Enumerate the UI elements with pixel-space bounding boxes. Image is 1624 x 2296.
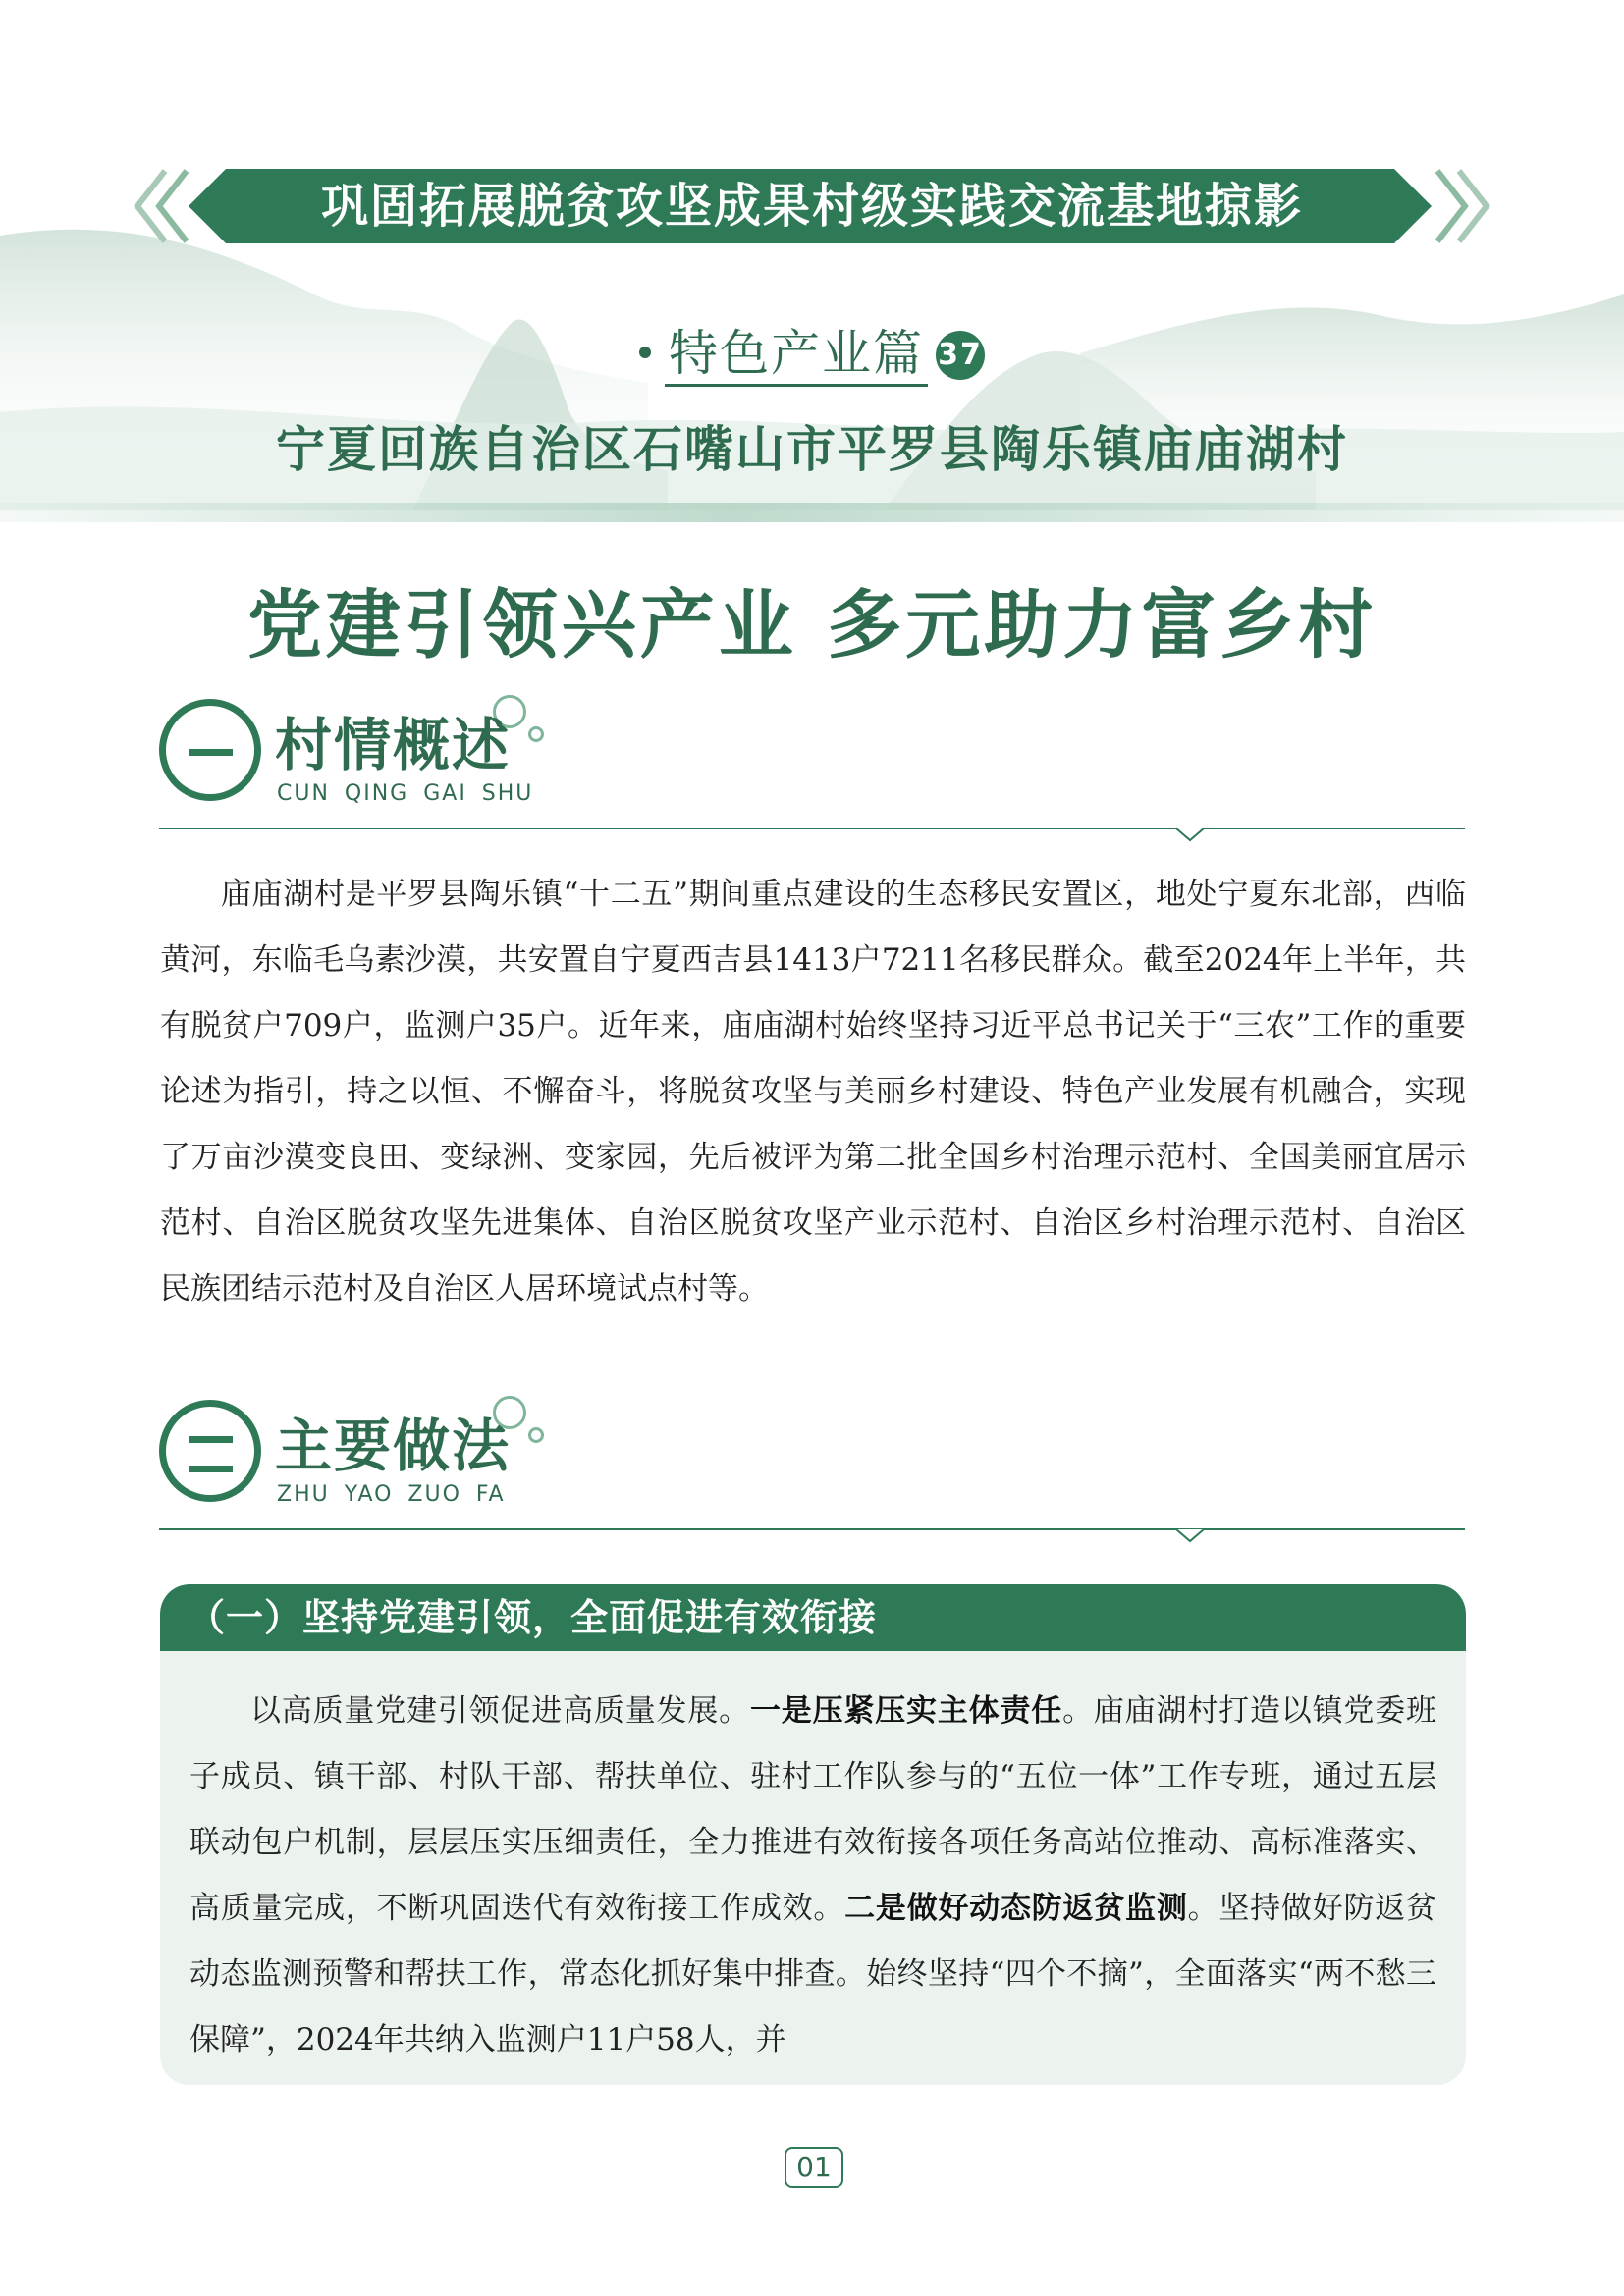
bold-point-1: 一是压紧压实主体责任 — [749, 1693, 1063, 1729]
series-name: 特色产业篇 — [665, 325, 928, 387]
section-pinyin: CUN QING GAI SHU — [277, 781, 534, 806]
section-title: 村情概述 — [275, 712, 512, 778]
subsection-heading: （一）坚持党建引领，全面促进有效衔接 — [188, 1596, 878, 1639]
text-run: 以高质量党建引领促进高质量发展。 — [250, 1693, 750, 1729]
text-run: 。庙庙湖村打造以镇党委班子成员、镇干部、村队干部、帮扶单位、驻村工作队参与的“五位一体”工作专班，通过五层联动包户机制，层层压实压细责任，全力推进有效衔接各项任务高站位推动、高标准落实、高质量完成，不断巩固迭代有效衔接工作成效。 — [189, 1693, 1437, 1926]
section-number-icon — [159, 1400, 261, 1502]
page-number: 01 — [785, 2147, 843, 2188]
text-run: 。坚持做好防返贫动态监测预警和帮扶工作，常态化抓好集中排查。始终坚持“四个不摘”，全面落实“两不愁三保障”，2024年共纳入监测户11户58人，并 — [189, 1891, 1437, 2057]
section-divider — [159, 1522, 1465, 1545]
bubble-icon — [528, 726, 544, 742]
section-header-1 — [159, 687, 1465, 834]
section-title: 主要做法 — [275, 1413, 512, 1479]
subsection-paragraph — [189, 1679, 1436, 2073]
bold-point-2: 二是做好动态防返贫监测 — [844, 1891, 1188, 1926]
divider-band — [0, 503, 1624, 522]
subsection-header — [160, 1584, 1466, 1651]
series-label — [0, 314, 1624, 385]
bubble-icon — [528, 1427, 544, 1443]
dot-icon — [639, 347, 651, 358]
section-pinyin: ZHU YAO ZUO FA — [277, 1482, 506, 1507]
section-number-icon — [159, 699, 261, 801]
banner-title: 巩固拓展脱贫攻坚成果村级实践交流基地掠影 — [320, 179, 1303, 234]
section-1-paragraph: 庙庙湖村是平罗县陶乐镇“十二五”期间重点建设的生态移民安置区，地处宁夏东北部，西临黄河，东临毛乌素沙漠，共安置自宁夏西吉县1413户7211名移民群众。截至2024年上半年，共有脱贫户709户，监测户35户。近年来，庙庙湖村始终坚持习近平总书记关于“三农”工作的重要论述为指引，持之以恒、不懈奋斗，将脱贫攻坚与美丽乡村建设、特色产业发展有机融合，实现了万亩沙漠变良田、变绿洲、变家园，先后被评为第二批全国乡村治理示范村、全国美丽宜居示范村、自治区脱贫攻坚先进集体、自治区脱贫攻坚产业示范村、自治区乡村治理示范村、自治区民族团结示范村及自治区人居环境试点村等。 — [160, 877, 1466, 1307]
article-title: 党建引领兴产业 多元助力富乡村 — [246, 581, 1378, 668]
series-number-badge: 37 — [936, 331, 985, 380]
subsection-box — [160, 1584, 1466, 2085]
village-name: 宁夏回族自治区石嘴山市平罗县陶乐镇庙庙湖村 — [276, 421, 1348, 478]
section-divider — [159, 821, 1465, 844]
section-header-2 — [159, 1388, 1465, 1535]
